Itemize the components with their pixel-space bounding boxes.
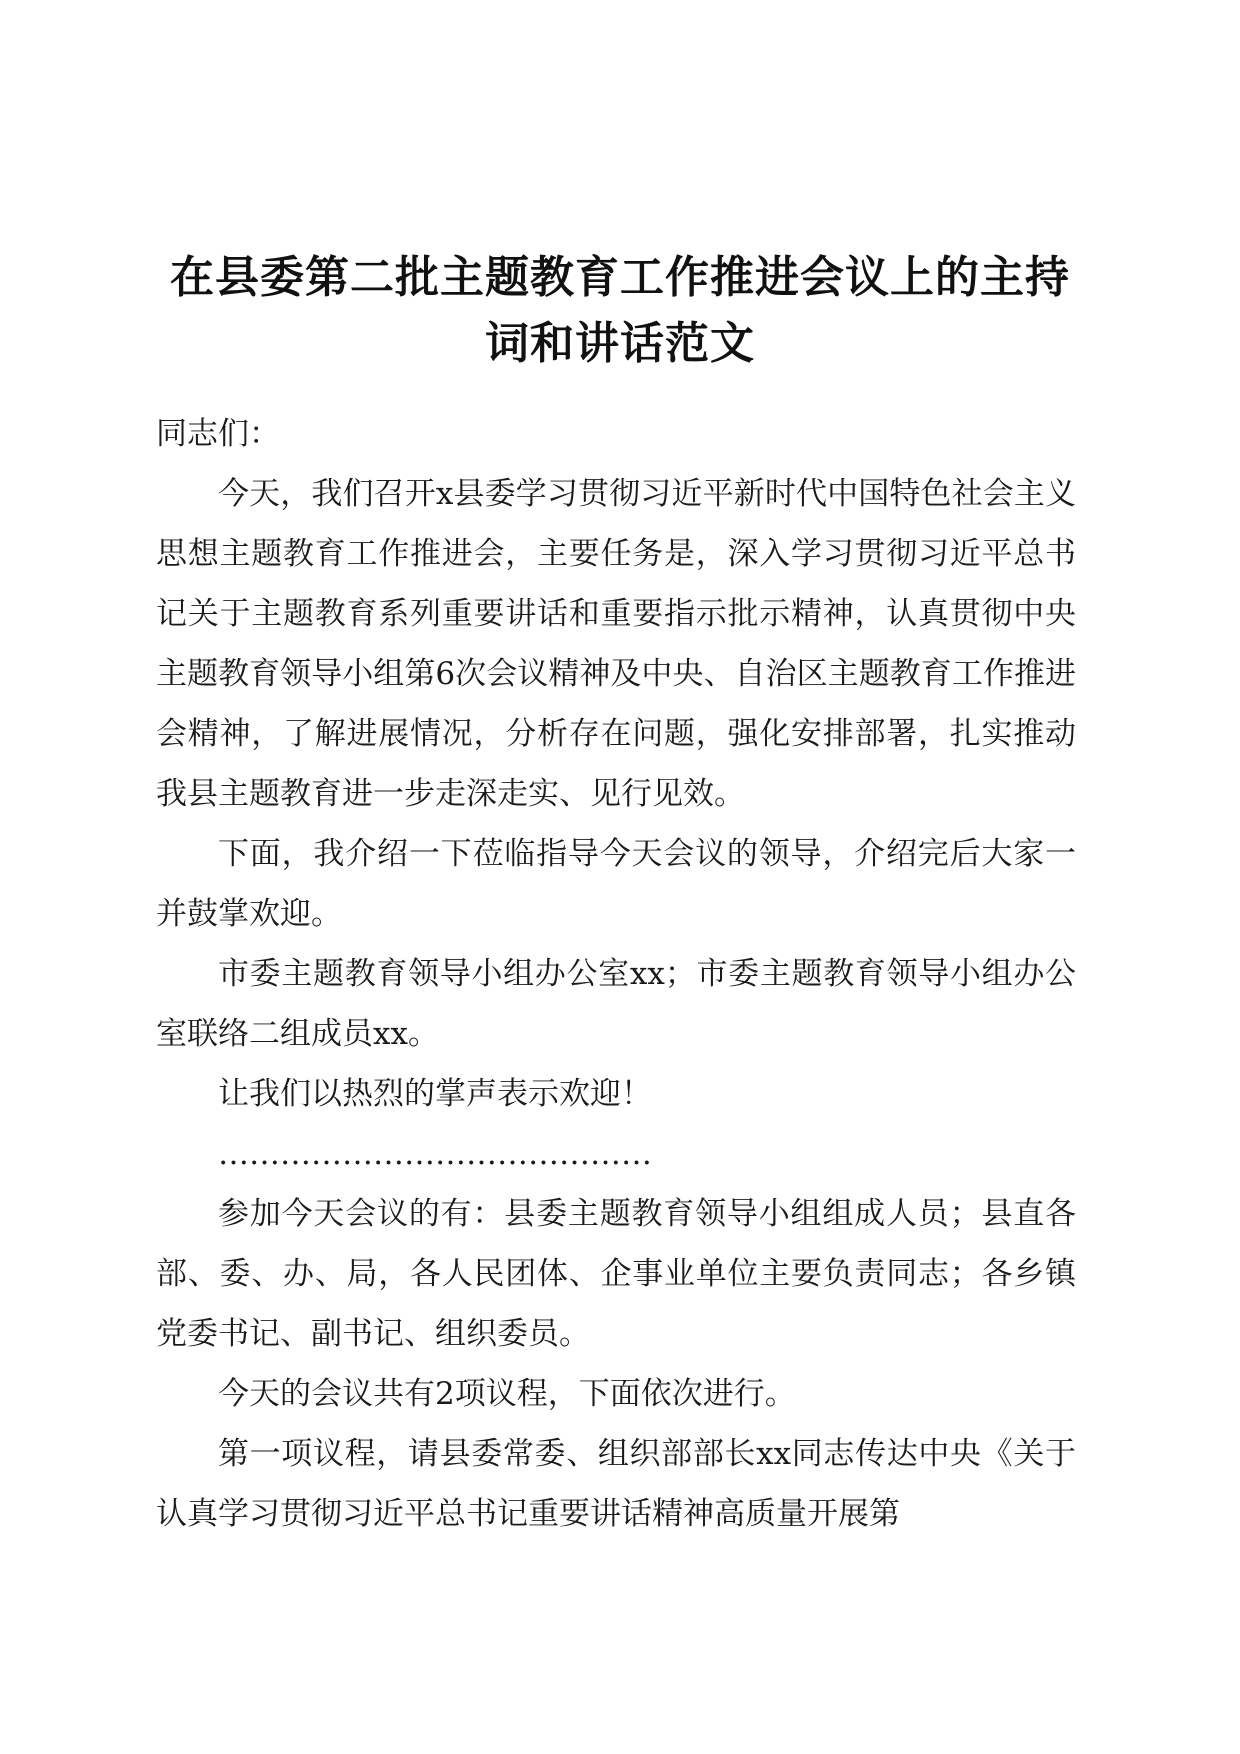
document-title: 在县委第二批主题教育工作推进会议上的主持词和讲话范文 xyxy=(170,252,1070,369)
separator-dots: …………………………………… xyxy=(218,1136,652,1172)
document-body xyxy=(156,404,1076,1544)
paragraph-introduction: 下面，我介绍一下莅临指导今天会议的领导，介绍完后大家一并鼓掌欢迎。 xyxy=(156,836,1076,932)
paragraph-first-item: 第一项议程，请县委常委、组织部部长xx同志传达中央《关于认真学习贯彻习近平总书记重要讲话精神高质量开展第 xyxy=(156,1436,1076,1532)
paragraph-agenda: 今天的会议共有2项议程，下面依次进行。 xyxy=(218,1376,796,1412)
paragraph-opening: 今天，我们召开x县委学习贯彻习近平新时代中国特色社会主义思想主题教育工作推进会，主要任务是，深入学习贯彻习近平总书记关于主题教育系列重要讲话和重要指示批示精神，认真贯彻中央主题教育领导小组第6次会议精神及中央、自治区主题教育工作推进会精神，了解进展情况，分析存在问题，强化安排部署，扎实推动我县主题教育进一步走深走实、见行见效。 xyxy=(156,476,1076,812)
salutation: 同志们： xyxy=(156,416,280,452)
paragraph-guests: 市委主题教育领导小组办公室xx；市委主题教育领导小组办公室联络二组成员xx。 xyxy=(156,956,1076,1052)
paragraph-welcome: 让我们以热烈的掌声表示欢迎！ xyxy=(218,1076,652,1112)
paragraph-attendees: 参加今天会议的有：县委主题教育领导小组组成人员；县直各部、委、办、局，各人民团体、企事业单位主要负责同志；各乡镇党委书记、副书记、组织委员。 xyxy=(156,1196,1076,1352)
